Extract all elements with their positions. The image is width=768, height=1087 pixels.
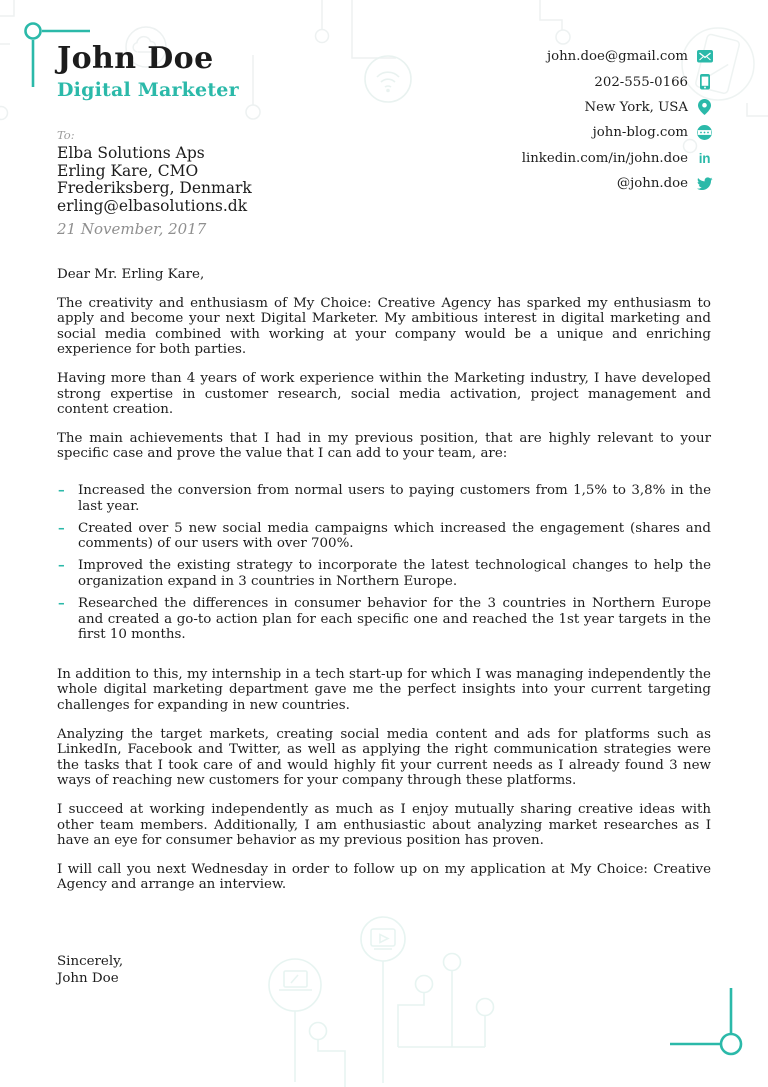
signature-name: John Doe — [57, 971, 119, 987]
twitter-handle[interactable]: @john.doe — [616, 176, 688, 192]
recipient-person: Erling Kare, CMO — [57, 161, 199, 180]
candidate-title: Digital Marketer — [57, 78, 239, 101]
letter-date: 21 November, 2017 — [57, 220, 207, 238]
contact-row-email — [522, 44, 713, 69]
closing-word: Sincerely, — [57, 953, 124, 969]
recipient-location: Frederiksberg, Denmark — [57, 179, 252, 197]
linkedin-url[interactable]: linkedin.com/in/john.doe — [521, 150, 688, 166]
website-url[interactable]: john-blog.com — [592, 125, 688, 141]
location-text: New York, USA — [584, 99, 688, 115]
paragraph: I succeed at working independently as much as I enjoy mutually sharing creative ideas with other team members. Additionally, I am enthusiastic about analyzing market researches as I have an eye for consumer behavior as my previous position has proven. — [57, 801, 711, 849]
salutation: Dear Mr. Erling Kare, — [57, 267, 205, 282]
achievement-item: – Improved the existing strategy to incorporate the latest technological changes to help the organization expand in 3 countries in Northern Europe. — [57, 558, 711, 589]
wifi-icon — [365, 56, 411, 102]
paragraph: I will call you next Wednesday in order to follow up on my application at My Choice: Creative Agency and arrange an interview. — [57, 861, 711, 893]
achievement-item: – Created over 5 new social media campaigns which increased the engagement (shares and comments) of our users with over 700%. — [57, 521, 711, 552]
contact-row-location — [522, 95, 713, 120]
to-label: To: — [57, 128, 75, 142]
achievement-item: – Researched the differences in consumer behavior for the 3 countries in Northern Europe and created a go-to action plan for each specific one and reached the 1st year targets in the first 10 months. — [57, 596, 711, 643]
paragraph: Analyzing the target markets, creating social media content and ads for platforms such as LinkedIn, Facebook and Twitter, as well as applying the right communication strategies were the tasks that I took care of and would highly fit your current needs as I already found 3 new ways of reaching new customers for your company through these platforms. — [57, 726, 711, 789]
recipient-company: Elba Solutions Aps — [57, 144, 205, 162]
paragraph: The main achievements that I had in my previous position, that are highly relevant to your specific case and prove the value that I can add to your team, are: — [57, 430, 711, 462]
paragraph: The creativity and enthusiasm of My Choice: Creative Agency has sparked my enthusiasm to apply and become your next Digital Marketer. My ambitious interest in digital marketing and social media combined with working at your company would be a unique and enriching experience for both parties. — [57, 295, 711, 358]
paragraph: In addition to this, my internship in a tech start-up for which I was managing independently the whole digital marketing department gave me the perfect insights into your current targeting challenges for expanding in new countries. — [57, 666, 711, 713]
linkedin-icon: in — [698, 150, 711, 166]
paragraph: Having more than 4 years of work experience within the Marketing industry, I have developed strong expertise in customer research, social media activation, project management and content creation. — [57, 370, 711, 418]
letter-content — [57, 128, 711, 988]
candidate-name: John Doe — [57, 41, 214, 76]
phone-number: 202-555-0166 — [594, 74, 688, 90]
closing-block — [57, 953, 711, 988]
identity-header — [57, 42, 239, 101]
achievements-list — [57, 483, 711, 643]
corner-accent-bottom-right — [670, 988, 741, 1054]
email-icon — [696, 50, 713, 63]
phone-icon — [696, 74, 713, 90]
recipient-email: erling@elbasolutions.dk — [57, 196, 248, 215]
achievement-item: – Increased the conversion from normal users to paying customers from 1,5% to 3,8% in the last year. — [57, 483, 711, 514]
recipient-block — [57, 128, 711, 238]
email-address[interactable]: john.doe@gmail.com — [546, 49, 688, 65]
location-pin-icon — [696, 99, 713, 115]
contact-row-phone — [522, 69, 713, 94]
